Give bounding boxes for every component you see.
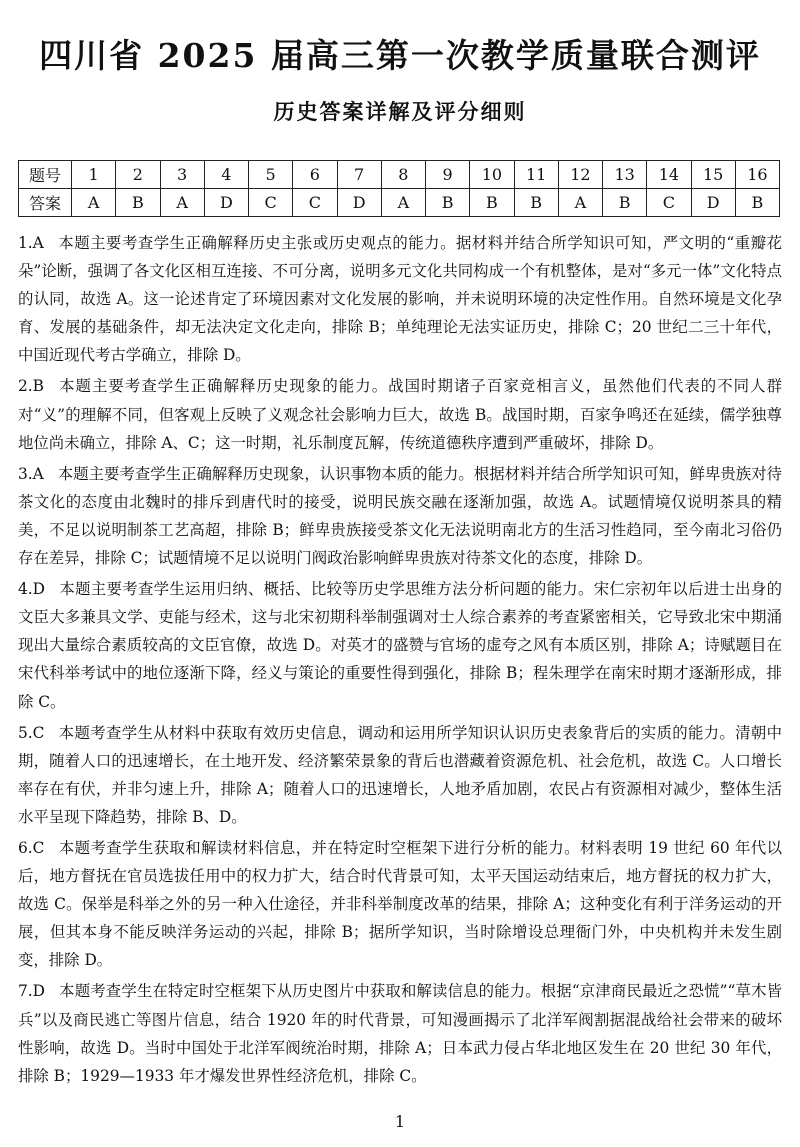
answer-cell: B — [514, 189, 558, 217]
page-subtitle: 历史答案详解及评分细则 — [273, 99, 527, 124]
explanation-number: 2.B — [18, 377, 44, 396]
question-number: 14 — [647, 161, 691, 189]
answer-cell: B — [116, 189, 160, 217]
explanation-item — [18, 977, 782, 1089]
question-number: 2 — [116, 161, 160, 189]
answer-table-number-row — [19, 161, 780, 189]
question-number: 3 — [160, 161, 204, 189]
question-number: 5 — [249, 161, 293, 189]
answer-cell: D — [337, 189, 381, 217]
answer-cell: B — [426, 189, 470, 217]
answer-cell: A — [558, 189, 602, 217]
explanation-item — [18, 575, 782, 715]
explanation-text: 本题主要考查学生正确解释历史现象的能力。战国时期诸子百家竞相言义，虽然他们代表的不同人群对“义”的理解不同，但客观上反映了义观念社会影响力巨大，故选 B。战国时期，百家争鸣还在延续，儒学独尊地位尚未确立，排除 A、C；这一时期，礼乐制度瓦解，传统道德秩序遭到严重破坏，排除 D。 — [18, 377, 782, 452]
answer-cell: A — [381, 189, 425, 217]
explanation-item — [18, 719, 782, 831]
answer-cell: C — [293, 189, 337, 217]
explanation-text: 本题主要考查学生正确解释历史主张或历史观点的能力。据材料并结合所学知识可知，严文明的“重瓣花朵”论断，强调了各文化区相互连接、不可分离，说明多元文化共同构成一个有机整体，是对“多元一体”文化特点的认同，故选 A。这一论述肯定了环境因素对文化发展的影响，并未说明环境的决定性作用。自然环境是文化孕育、发展的基础条件，却无法决定文化走向，排除 B；单纯理论无法实证历史，排除 C；20 世纪二三十年代，中国近现代考古学确立，排除 D。 — [18, 234, 782, 365]
explanation-number: 1.A — [18, 234, 44, 252]
explanation-number: 7.D — [18, 982, 46, 1001]
page-title: 四川省 2025 届高三第一次教学质量联合测评 — [39, 36, 761, 75]
explanation-item — [18, 229, 782, 369]
explanation-number: 6.C — [18, 838, 45, 857]
question-number: 15 — [691, 161, 735, 189]
question-number: 13 — [603, 161, 647, 189]
row-label-number: 题号 — [19, 161, 72, 189]
explanation-list — [18, 229, 782, 1093]
answer-table — [18, 160, 780, 217]
question-number: 8 — [381, 161, 425, 189]
answer-cell: C — [647, 189, 691, 217]
explanation-text: 本题考查学生获取和解读材料信息，并在特定时空框架下进行分析的能力。材料表明 19 世纪 60 年代以后，地方督抚在官员选拔任用中的权力扩大，结合时代背景可知，太平天国运动结束后，地方督抚的权力扩大，故选 C。保举是科举之外的另一种入仕途径，并非科举制度改革的结果，排除 A；这种变化有利于洋务运动的开展，但其本身不能反映洋务运动的兴起，排除 B；据所学知识，当时除增设总理衙门外，中央机构并未发生剧变，排除 D。 — [18, 838, 782, 970]
answer-cell: B — [470, 189, 514, 217]
explanation-text: 本题考查学生在特定时空框架下从历史图片中获取和解读信息的能力。根据“京津商民最近之恐慌”“草木皆兵”以及商民逃亡等图片信息，结合 1920 年的时代背景，可知漫画揭示了北洋军阀割据混战给社会带来的破坏性影响，故选 D。当时中国处于北洋军阀统治时期，排除 A；日本武力侵占华北地区发生在 20 世纪 30 年代，排除 B；1929—1933 年才爆发世界性经济危机，排除 C。 — [18, 982, 782, 1085]
explanation-item — [18, 372, 782, 456]
explanation-text: 本题主要考查学生运用归纳、概括、比较等历史学思维方法分析问题的能力。宋仁宗初年以后进士出身的文臣大多兼具文学、吏能与经术，这与北宋初期科举制强调对士人综合素养的考查紧密相关，它导致北宋中期涌现出大量综合素质较高的文臣官僚，故选 D。对英才的盛赞与官场的虚夸之风有本质区别，排除 A；诗赋题目在宋代科举考试中的地位逐渐下降，经义与策论的重要性得到强化，排除 B；程朱理学在南宋时期才逐渐形成，排除 C。 — [18, 580, 782, 711]
answer-cell: B — [735, 189, 779, 217]
question-number: 6 — [293, 161, 337, 189]
answer-cell: C — [249, 189, 293, 217]
question-number: 1 — [72, 161, 116, 189]
question-number: 7 — [337, 161, 381, 189]
answer-cell: A — [72, 189, 116, 217]
explanation-number: 5.C — [18, 723, 45, 742]
question-number: 16 — [735, 161, 779, 189]
question-number: 9 — [426, 161, 470, 189]
answer-cell: A — [160, 189, 204, 217]
explanation-item — [18, 834, 782, 974]
answer-table-answer-row — [19, 189, 780, 217]
row-label-answer: 答案 — [19, 189, 72, 217]
question-number: 10 — [470, 161, 514, 189]
answer-cell: B — [603, 189, 647, 217]
answer-cell: D — [691, 189, 735, 217]
answer-cell: D — [204, 189, 248, 217]
page-number: 1 — [394, 1112, 406, 1131]
question-number: 4 — [204, 161, 248, 189]
explanation-number: 3.A — [18, 464, 44, 483]
question-number: 11 — [514, 161, 558, 189]
explanation-text: 本题主要考查学生正确解释历史现象，认识事物本质的能力。根据材料并结合所学知识可知，鲜卑贵族对待茶文化的态度由北魏时的排斥到唐代时的接受，说明民族交融在逐渐加强，故选 A。试题情境仅说明茶具的精美，不足以说明制茶工艺高超，排除 B；鲜卑贵族接受茶文化无法说明南北方的生活习性趋同，至今南北习俗仍存在差异，排除 C；试题情境不足以说明门阀政治影响鲜卑贵族对待茶文化的态度，排除 D。 — [18, 464, 782, 568]
explanation-item — [18, 460, 782, 572]
explanation-number: 4.D — [18, 580, 46, 599]
question-number: 12 — [558, 161, 602, 189]
explanation-text: 本题考查学生从材料中获取有效历史信息，调动和运用所学知识认识历史表象背后的实质的能力。清朝中期，随着人口的迅速增长，在土地开发、经济繁荣景象的背后也潜藏着资源危机、社会危机，故选 C。人口增长率存在有伏，并非匀速上升，排除 A；随着人口的迅速增长，人地矛盾加剧，农民占有资源相对减少，整体生活水平呈现下降趋势，排除 B、D。 — [18, 723, 782, 826]
